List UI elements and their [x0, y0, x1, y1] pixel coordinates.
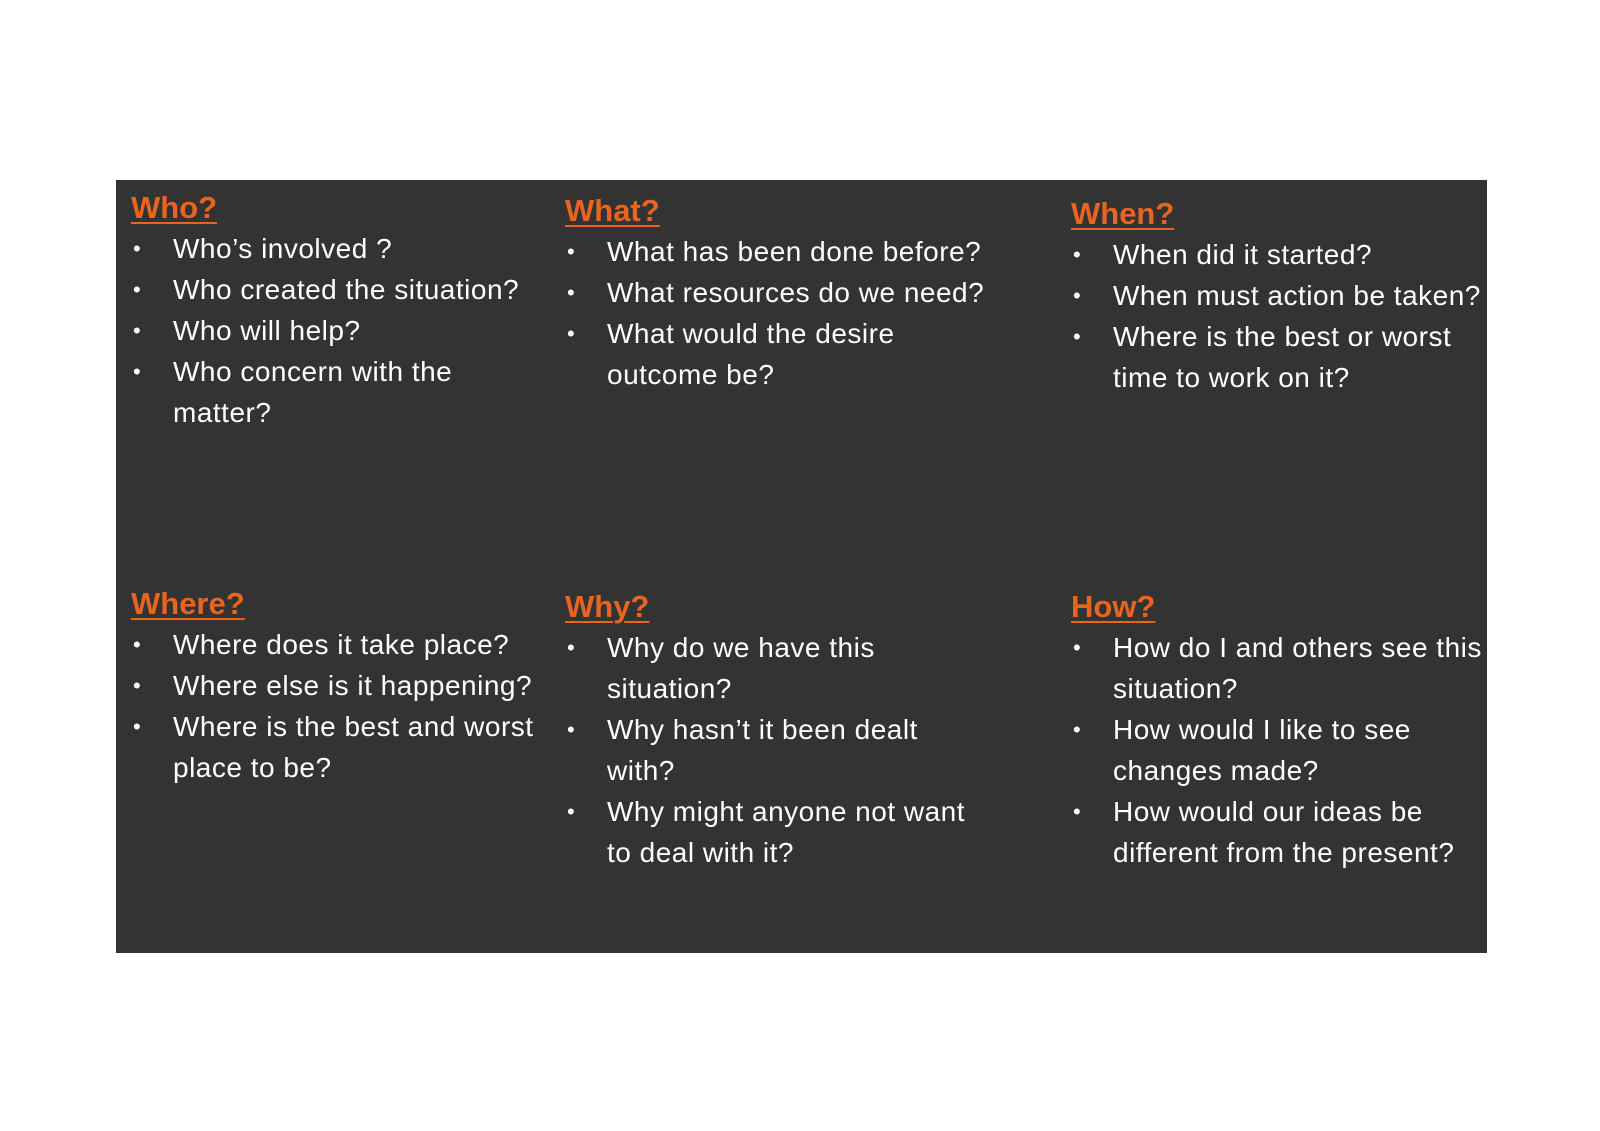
bullet-icon: •	[133, 632, 142, 657]
why-list	[550, 627, 990, 873]
item-text: What resources do we need?	[607, 277, 985, 308]
item-text: Where does it take place?	[173, 629, 510, 660]
item-text: What has been done before?	[607, 236, 982, 267]
bullet-icon: •	[1073, 635, 1082, 660]
list-item	[116, 624, 546, 665]
section-heading-when: When?	[1071, 196, 1175, 231]
item-text: Where is the best or worst time to work on it?	[1113, 321, 1452, 393]
section-heading-who: Who?	[131, 190, 218, 225]
list-item	[1056, 316, 1486, 398]
where-section	[116, 584, 546, 788]
list-item	[550, 231, 990, 272]
when-section	[1056, 194, 1486, 398]
section-heading-why: Why?	[565, 589, 650, 624]
item-text: When did it started?	[1113, 239, 1373, 270]
how-list	[1056, 627, 1486, 873]
why-section	[550, 587, 990, 873]
item-text: Why hasn’t it been dealt with?	[607, 714, 918, 786]
list-item	[116, 228, 546, 269]
bullet-icon: •	[133, 277, 142, 302]
bullet-icon: •	[567, 321, 576, 346]
where-list	[116, 624, 546, 788]
list-item	[550, 791, 990, 873]
list-item	[1056, 234, 1486, 275]
section-heading-where: Where?	[131, 586, 245, 621]
bullet-icon: •	[133, 673, 142, 698]
item-text: Where else is it happening?	[173, 670, 533, 701]
bullet-icon: •	[1073, 717, 1082, 742]
bullet-icon: •	[1073, 324, 1082, 349]
item-text: Why do we have this situation?	[607, 632, 875, 704]
item-text: Why might anyone not want to deal with it?	[607, 796, 966, 868]
section-heading-how: How?	[1071, 589, 1156, 624]
list-item	[1056, 275, 1486, 316]
item-text: How would I like to see changes made?	[1113, 714, 1411, 786]
list-item	[116, 269, 546, 310]
item-text: Who’s involved ?	[173, 233, 393, 264]
list-item	[116, 706, 546, 788]
bullet-icon: •	[133, 714, 142, 739]
item-text: Where is the best and worst place to be?	[173, 711, 534, 783]
bullet-icon: •	[567, 635, 576, 660]
list-item	[550, 627, 990, 709]
what-section	[550, 191, 990, 395]
question-panel	[116, 180, 1487, 953]
item-text: Who created the situation?	[173, 274, 520, 305]
bullet-icon: •	[567, 717, 576, 742]
bullet-icon: •	[133, 318, 142, 343]
list-item	[550, 709, 990, 791]
bullet-icon: •	[133, 359, 142, 384]
list-item	[1056, 709, 1486, 791]
bullet-icon: •	[567, 239, 576, 264]
bullet-icon: •	[1073, 283, 1082, 308]
item-text: Who concern with the matter?	[173, 356, 453, 428]
how-section	[1056, 587, 1486, 873]
list-item	[550, 313, 990, 395]
who-list	[116, 228, 546, 433]
list-item	[550, 272, 990, 313]
item-text: When must action be taken?	[1113, 280, 1481, 311]
item-text: How do I and others see this situation?	[1113, 632, 1482, 704]
when-list	[1056, 234, 1486, 398]
who-section	[116, 188, 546, 433]
item-text: What would the desire outcome be?	[607, 318, 895, 390]
item-text: Who will help?	[173, 315, 361, 346]
list-item	[1056, 791, 1486, 873]
list-item	[116, 351, 546, 433]
section-heading-what: What?	[565, 193, 660, 228]
bullet-icon: •	[567, 799, 576, 824]
what-list	[550, 231, 990, 395]
list-item	[1056, 627, 1486, 709]
bullet-icon: •	[1073, 242, 1082, 267]
bullet-icon: •	[567, 280, 576, 305]
bullet-icon: •	[1073, 799, 1082, 824]
list-item	[116, 665, 546, 706]
list-item	[116, 310, 546, 351]
item-text: How would our ideas be different from the present?	[1113, 796, 1455, 868]
bullet-icon: •	[133, 236, 142, 261]
